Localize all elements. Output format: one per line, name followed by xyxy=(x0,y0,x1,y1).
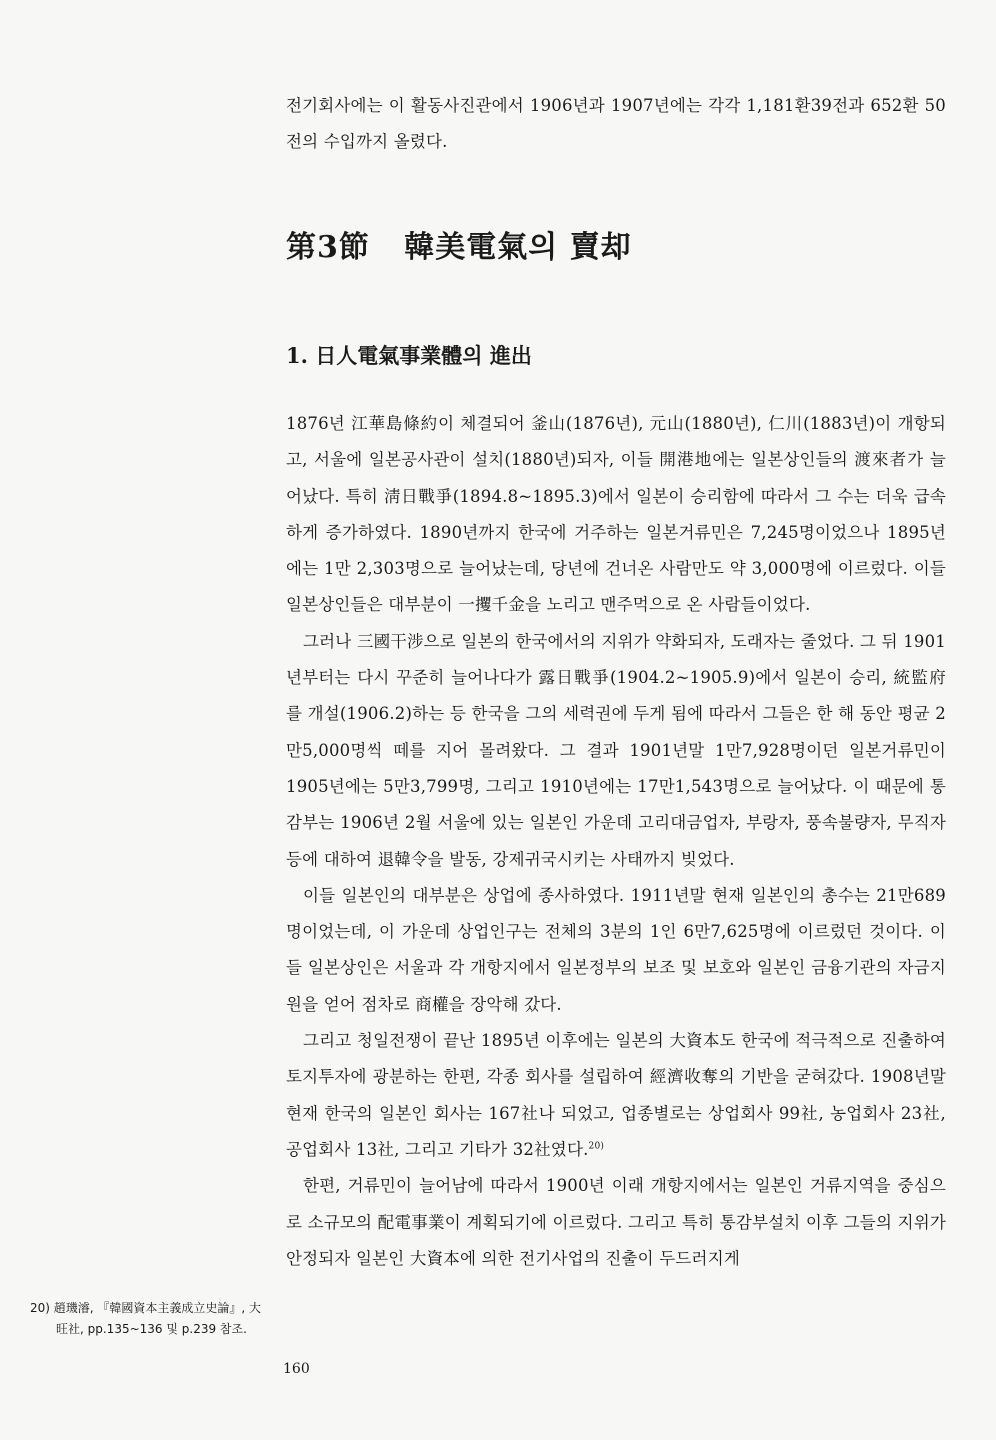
footnote-line-1: 20) 趙璣濬, 『韓國資本主義成立史論』, 大 xyxy=(30,1301,262,1315)
paragraph-3: 이들 일본인의 대부분은 상업에 종사하였다. 1911년말 현재 일본인의 총수는 21만689명이었는데, 이 가운데 상업인구는 전체의 3분의 1인 6만7,625명에 이르렀던 것이다. 이들 일본상인은 서울과 각 개항지에서 일본정부의 보조 및 보호와 일본인 금융기관의 자금지원을 얻어 점차로 商權을 장악해 갔다. xyxy=(286,885,946,1014)
footnote-reference: 20) xyxy=(588,1141,605,1152)
page-number: 160 xyxy=(283,1361,310,1377)
subsection-title: 1. 日人電氣事業體의 進出 xyxy=(286,343,532,368)
paragraph-4 xyxy=(286,1023,946,1168)
paragraph-4-text: 그리고 청일전쟁이 끝난 1895년 이후에는 일본의 大資本도 한국에 적극적으로 진출하여 토지투자에 광분하는 한편, 각종 회사를 설립하여 經濟收奪의 기반을 굳혀갔다. 1908년말 현재 한국의 일본인 회사는 167社나 되었고, 업종별로는 상업회사 99社, 농업회사 23社, 공업회사 13社, 그리고 기타가 32社였다. xyxy=(286,1031,946,1159)
paragraph-2: 그러나 三國干涉으로 일본의 한국에서의 지위가 약화되자, 도래자는 줄었다. 그 뒤 1901년부터는 다시 꾸준히 늘어나다가 露日戰爭(1904.2~1905.9)에서 일본이 승리, 統監府를 개설(1906.2)하는 등 한국을 그의 세력권에 두게 됨에 따라서 그들은 한 해 동안 평균 2만5,000명씩 떼를 지어 몰려왔다. 그 결과 1901년말 1만7,928명이던 일본거류민이 1905년에는 5만3,799명, 그리고 1910년에는 17만1,543명으로 늘어났다. 이 때문에 통감부는 1906년 2월 서울에 있는 일본인 가운데 고리대금업자, 부랑자, 풍속불량자, 무직자 등에 대하여 退韓令을 발동, 강제귀국시키는 사태까지 빚었다. xyxy=(286,631,946,869)
paragraph-5: 한편, 거류민이 늘어남에 따라서 1900년 이래 개항지에서는 일본인 거류지역을 중심으로 소규모의 配電事業이 계획되기에 이르렀다. 그리고 특히 통감부설치 이후 그들의 지위가 안정되자 일본인 大資本에 의한 전기사업의 진출이 두드러지게 xyxy=(286,1176,946,1268)
footnote-line-2: 旺社, pp.135~136 및 p.239 참조. xyxy=(56,1322,247,1336)
section-title: 第3節 韓美電氣의 賣却 xyxy=(286,230,632,265)
footnote xyxy=(30,1298,270,1340)
body-text xyxy=(286,406,946,1277)
intro-paragraph: 전기회사에는 이 활동사진관에서 1906년과 1907년에는 각각 1,181환39전과 652환 50전의 수입까지 올렸다. xyxy=(286,96,946,152)
paragraph-1: 1876년 江華島條約이 체결되어 釜山(1876년), 元山(1880년), 仁川(1883년)이 개항되고, 서울에 일본공사관이 설치(1880년)되자, 이들 開港地에는 일본상인들의 渡來者가 늘어났다. 특히 淸日戰爭(1894.8~1895.3)에서 일본이 승리함에 따라서 그 수는 더욱 급속하게 증가하였다. 1890년까지 한국에 거주하는 일본거류민은 7,245명이었으나 1895년에는 1만 2,303명으로 늘어났는데, 당년에 건너온 사람만도 약 3,000명에 이르렀다. 이들 일본상인들은 대부분이 一攫千金을 노리고 맨주먹으로 온 사람들이었다. xyxy=(286,414,946,615)
